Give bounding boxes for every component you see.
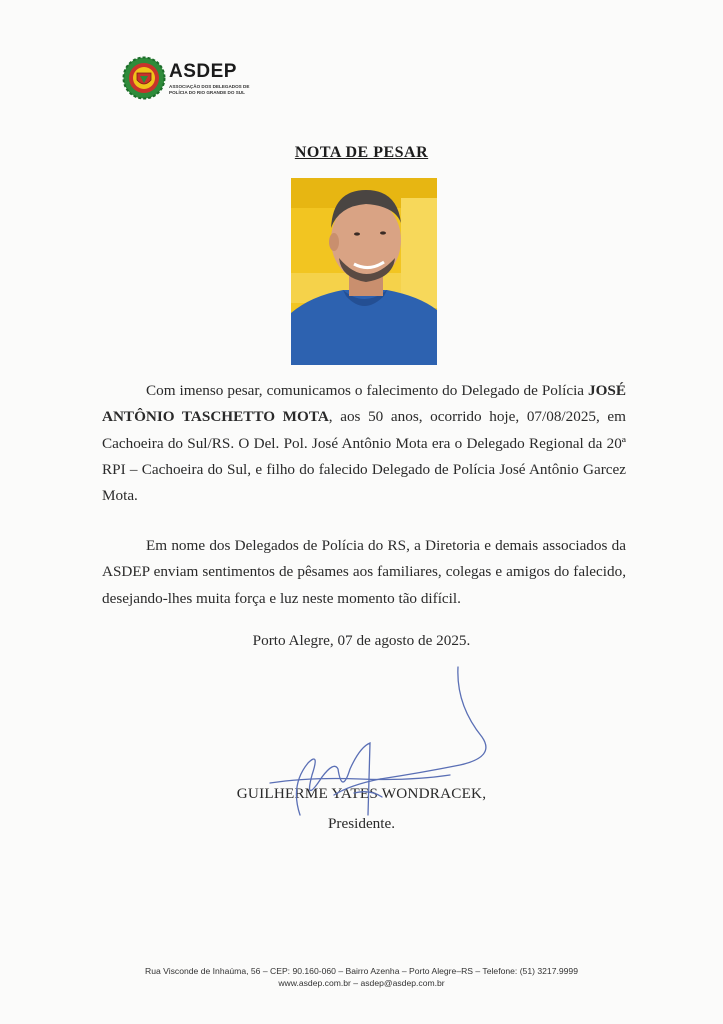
logo-subtitle-line1: ASSOCIAÇÃO DOS DELEGADOS DE xyxy=(169,84,250,89)
place-date: Porto Alegre, 07 de agosto de 2025. xyxy=(252,632,471,649)
asdep-logo xyxy=(122,56,262,102)
deceased-photo xyxy=(291,178,437,365)
logo-subtitle-line2: POLÍCIA DO RIO GRANDE DO SUL xyxy=(169,90,245,95)
handwritten-signature xyxy=(250,665,510,835)
announcement-paragraph xyxy=(102,378,626,509)
deceased-name: JOSÉ ANTÔNIO TASCHETTO MOTA xyxy=(102,382,626,426)
signer-role: Presidente. xyxy=(327,815,396,832)
condolences-paragraph xyxy=(102,533,626,612)
footer-address: Rua Visconde de Inhaúma, 56 – CEP: 90.160-060 – Bairro Azenha – Porto Alegre–RS – Telefone: (51) 3217.9999 xyxy=(144,966,578,976)
signer-name: GUILHERME YATES WONDRACEK, xyxy=(236,785,487,802)
document-title: NOTA DE PESAR xyxy=(294,144,429,161)
logo-name: ASDEP xyxy=(169,61,237,82)
announcement-intro: Com imenso pesar, comunicamos o falecimento do Delegado de Polícia xyxy=(146,382,585,399)
footer-contacts: www.asdep.com.br – asdep@asdep.com.br xyxy=(278,978,445,988)
condolences-text: Em nome dos Delegados de Polícia do RS, a Diretoria e demais associados da ASDEP enviam sentimentos de pêsames aos familiares, colegas e amigos do falecido, desejando-lhes muita força e luz neste momento tão difícil. xyxy=(102,537,626,607)
asdep-emblem-icon xyxy=(122,56,166,100)
announcement-details: , aos 50 anos, ocorrido hoje, 07/08/2025, em Cachoeira do Sul/RS. O Del. Pol. José Antônio Mota era o Delegado Regional da 20ª RPI – Cachoeira do Sul, e filho do falecido Delegado de Polícia José Antônio Garcez Mota. xyxy=(102,408,626,505)
